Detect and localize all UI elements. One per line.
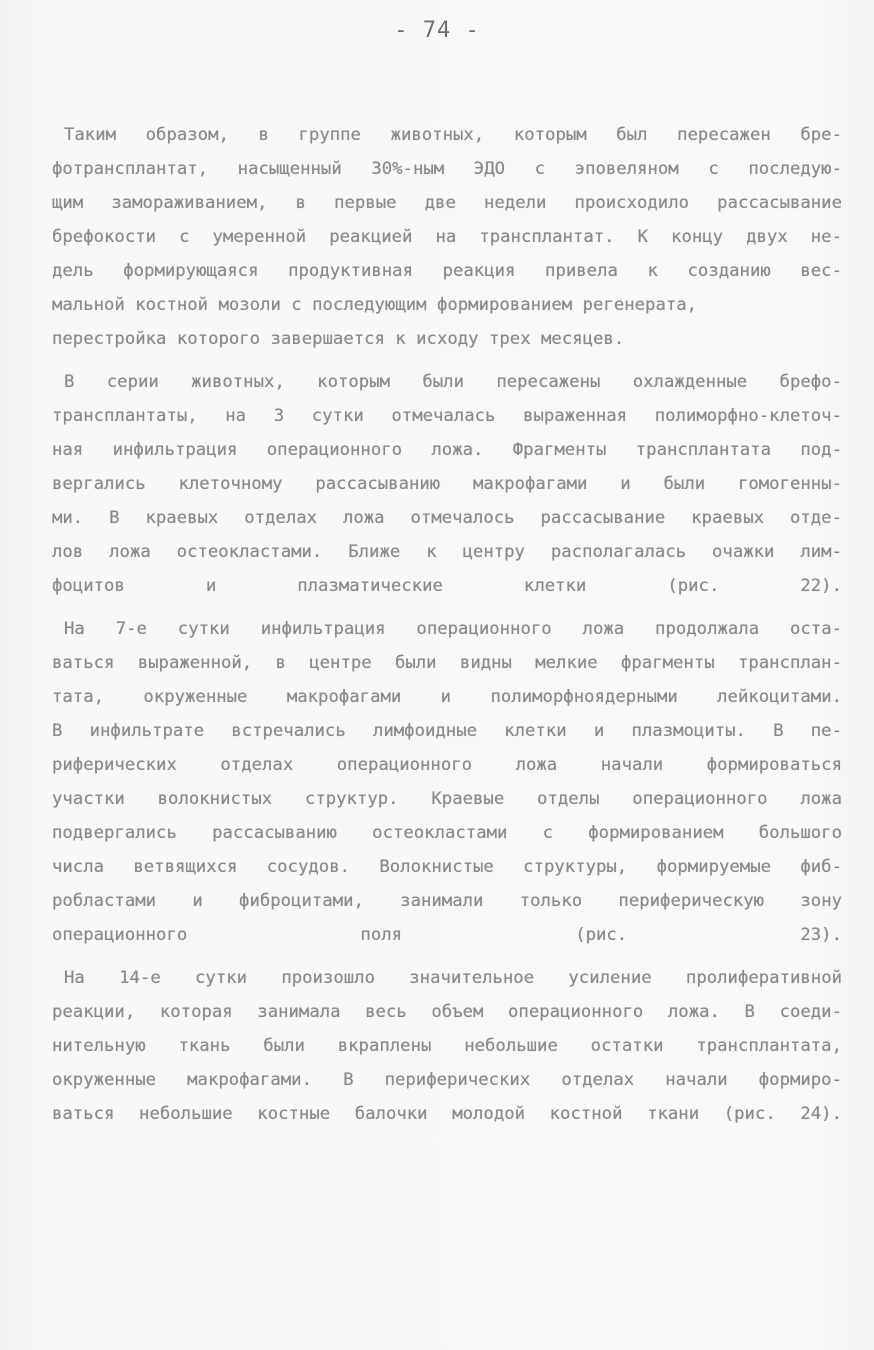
paragraph-3 xyxy=(52,612,842,952)
text-line: операционного поля (рис. 23). xyxy=(52,925,842,945)
paragraph-1 xyxy=(52,118,842,356)
text-line: мальной костной мозоли с последующим формированием регенерата, xyxy=(52,295,698,315)
text-line: ваться выраженной, в центре были видны мелкие фрагменты трансплан- xyxy=(52,653,842,673)
text-line: робластами и фиброцитами, занимали только периферическую зону xyxy=(52,891,842,911)
text-line: лов ложа остеокластами. Ближе к центру располагалась очажки лим- xyxy=(52,542,842,562)
text-line: брефокости с умеренной реакцией на трансплантат. К концу двух не- xyxy=(52,227,842,247)
paragraph-4 xyxy=(52,961,842,1131)
text-line: В инфильтрате встречались лимфоидные клетки и плазмоциты. В пе- xyxy=(52,721,842,741)
text-line: риферических отделах операционного ложа начали формироваться xyxy=(52,755,842,775)
text-line: окруженные макрофагами. В периферических отделах начали формиро- xyxy=(52,1070,842,1090)
text-line: щим замораживанием, в первые две недели происходило рассасывание xyxy=(52,193,842,213)
text-line: подвергались рассасыванию остеокластами с формированием большого xyxy=(52,823,842,843)
text-line: числа ветвящихся сосудов. Волокнистые структуры, формируемые фиб- xyxy=(52,857,842,877)
text-line: ваться небольшие костные балочки молодой костной ткани (рис. 24). xyxy=(52,1104,842,1124)
text-line: вергались клеточному рассасыванию макрофагами и были гомогенны- xyxy=(52,474,842,494)
paragraph-2 xyxy=(52,365,842,603)
text-line: Таким образом, в группе животных, которым был пересажен бре- xyxy=(64,125,842,145)
text-line: ми. В краевых отделах ложа отмечалось рассасывание краевых отде- xyxy=(52,508,842,528)
text-line: тата, окруженные макрофагами и полиморфноядерными лейкоцитами. xyxy=(52,687,842,707)
text-line: участки волокнистых структур. Краевые отделы операционного ложа xyxy=(52,789,842,809)
text-line: ная инфильтрация операционного ложа. Фрагменты трансплантата под- xyxy=(52,440,842,460)
text-line: дель формирующаяся продуктивная реакция привела к созданию вес- xyxy=(52,261,842,281)
text-line: фотрансплантат, насыщенный 30%-ным ЭДО с эповеляном с последую- xyxy=(52,159,842,179)
text-line: На 7-е сутки инфильтрация операционного ложа продолжала оста- xyxy=(64,619,842,639)
text-line: реакции, которая занимала весь объем операционного ложа. В соеди- xyxy=(52,1002,842,1022)
text-line: трансплантаты, на 3 сутки отмечалась выраженная полиморфно-клеточ- xyxy=(52,406,842,426)
page-number: - 74 - xyxy=(394,18,480,43)
text-line: В серии животных, которым были пересажены охлажденные брефо- xyxy=(64,372,842,392)
text-line: фоцитов и плазматические клетки (рис. 22). xyxy=(52,576,842,596)
text-line: На 14-е сутки произошло значительное усиление пролиферативной xyxy=(64,968,842,988)
text-line: перестройка которого завершается к исходу трех месяцев. xyxy=(52,329,625,349)
body-text xyxy=(52,118,842,1140)
text-line: нительную ткань были вкраплены небольшие остатки трансплантата, xyxy=(52,1036,842,1056)
